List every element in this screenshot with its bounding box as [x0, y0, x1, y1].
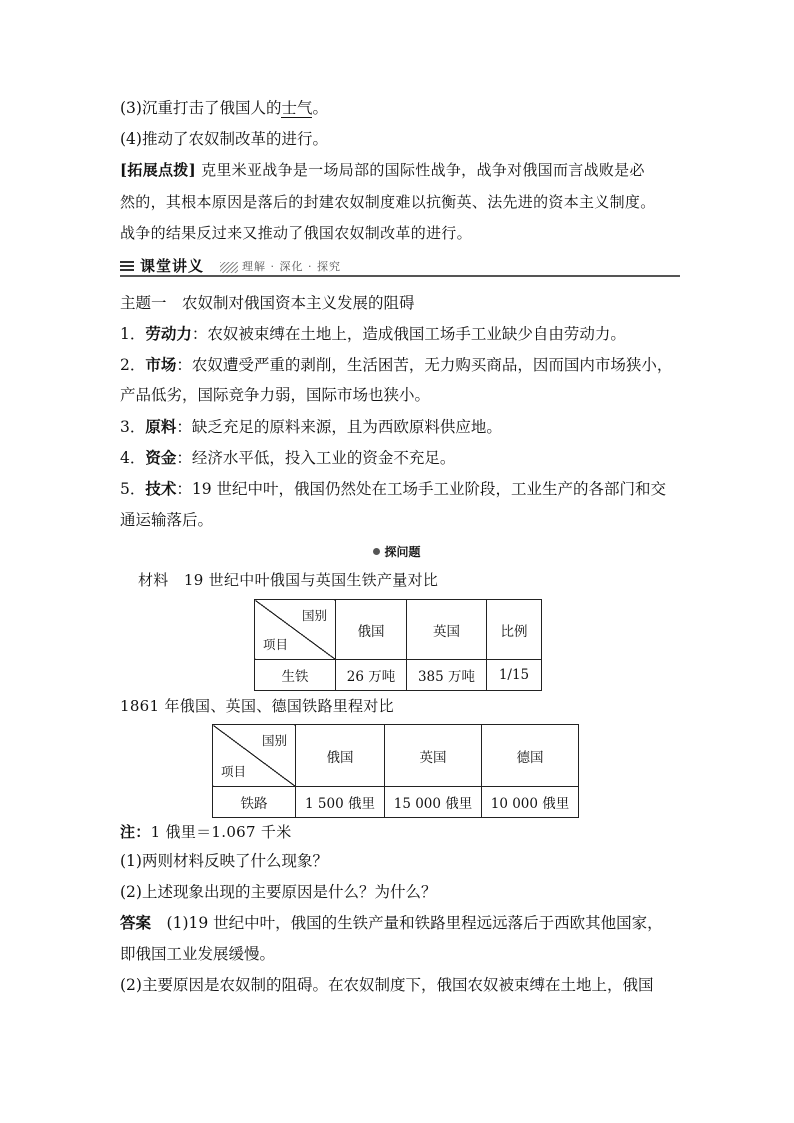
point-text: ：农奴被束缚在土地上，造成俄国工场手工业缺少自由劳动力。	[191, 325, 626, 343]
expand-text-1: 克里米亚战争是一场局部的国际性战争，战争对俄国而言战败是必	[201, 161, 645, 179]
hatch-icon	[220, 262, 238, 273]
table-header: 英国	[385, 725, 482, 787]
corner-top-label: 国别	[261, 733, 287, 748]
point-num: 2．	[120, 356, 146, 374]
expand-line-1	[120, 160, 645, 180]
point-text: ：经济水平低，投入工业的资金不充足。	[176, 449, 456, 467]
point-3	[120, 98, 328, 118]
point-label: 市场	[145, 355, 177, 374]
point-label: 技术	[145, 479, 177, 498]
point-num: 5．	[120, 480, 146, 498]
inquiry-heading-text: 探问题	[384, 545, 421, 559]
corner-bottom-label: 项目	[221, 764, 247, 779]
table-header: 比例	[487, 600, 542, 660]
point-3-text: (3)沉重打击了俄国人的	[120, 99, 282, 117]
point-label: 原料	[145, 417, 177, 436]
point-num: 1．	[120, 325, 146, 343]
point-item-2	[120, 355, 672, 375]
unit-note	[120, 822, 292, 842]
point-num: 4．	[120, 449, 146, 467]
iron-output-table	[254, 599, 542, 691]
topic-heading: 主题一 农奴制对俄国资本主义发展的阻碍	[120, 294, 415, 312]
point-4: (4)推动了农奴制改革的进行。	[120, 130, 328, 148]
question-2: (2)上述现象出现的主要原因是什么？为什么？	[120, 883, 437, 901]
table-cell: 1 500 俄里	[296, 787, 385, 818]
section-header	[120, 255, 680, 277]
table-cell: 10 000 俄里	[482, 787, 579, 818]
bullet-dot-icon	[373, 548, 380, 555]
point-item-5	[120, 479, 666, 499]
material-title-text: 19 世纪中叶俄国与英国生铁产量对比	[183, 571, 439, 589]
table-corner	[255, 600, 336, 660]
expand-line-2: 然的，其根本原因是落后的封建农奴制度难以抗衡英、法先进的资本主义制度。	[120, 193, 656, 211]
table-cell: 1/15	[487, 660, 542, 691]
table-corner	[213, 725, 296, 787]
note-label: 注：	[120, 823, 151, 841]
point-text: ：19 世纪中叶，俄国仍然处在工场手工业阶段，工业生产的各部门和交	[176, 480, 667, 498]
table-header: 德国	[482, 725, 579, 787]
point-item-2-cont: 产品低劣，国际竞争力弱，国际市场也狭小。	[120, 386, 431, 404]
point-text: ：缺乏充足的原料来源，且为西欧原料供应地。	[176, 418, 502, 436]
row-label: 铁路	[213, 787, 296, 818]
expand-line-3: 战争的结果反过来又推动了俄国农奴制改革的进行。	[120, 224, 472, 242]
point-num: 3．	[120, 418, 146, 436]
answer-line-1	[120, 913, 663, 933]
material-label: 材料	[138, 571, 169, 589]
expand-label: [拓展点拨]	[120, 161, 196, 179]
answer-line-3: (2)主要原因是农奴制的阻碍。在农奴制度下，俄国农奴被束缚在土地上，俄国	[120, 976, 654, 994]
point-item-3	[120, 417, 502, 437]
table-cell: 15 000 俄里	[385, 787, 482, 818]
section-subtitle: 理解 · 深化 · 探究	[242, 260, 341, 273]
point-label: 资金	[145, 448, 177, 467]
question-1: (1)两则材料反映了什么现象？	[120, 852, 328, 870]
table-cell: 26 万吨	[336, 660, 407, 691]
answer-line-2: 即俄国工业发展缓慢。	[120, 945, 276, 963]
inquiry-heading	[0, 543, 794, 560]
table2-title: 1861 年俄国、英国、德国铁路里程对比	[120, 697, 394, 715]
point-item-1	[120, 324, 626, 344]
section-rule	[120, 275, 680, 277]
point-text: ：农奴遭受严重的剥削，生活困苦，无力购买商品，因而国内市场狭小，	[176, 356, 673, 374]
point-item-5-cont: 通运输落后。	[120, 511, 214, 529]
section-title: 课堂讲义	[140, 257, 205, 275]
underlined-word: 士气	[281, 99, 313, 117]
point-3-suffix: 。	[312, 99, 328, 117]
answer-label: 答案	[120, 913, 152, 932]
table-header: 俄国	[336, 600, 407, 660]
railway-table	[212, 724, 579, 818]
material-title	[138, 570, 438, 590]
row-label: 生铁	[255, 660, 336, 691]
answer-text: (1)19 世纪中叶，俄国的生铁产量和铁路里程远远落后于西欧其他国家，	[166, 914, 663, 932]
table-header: 俄国	[296, 725, 385, 787]
table-cell: 385 万吨	[407, 660, 487, 691]
note-text: 1 俄里＝1.067 千米	[150, 823, 292, 841]
corner-top-label: 国别	[301, 608, 327, 623]
point-label: 劳动力	[145, 324, 192, 343]
table-header: 英国	[407, 600, 487, 660]
point-item-4	[120, 448, 455, 468]
corner-bottom-label: 项目	[263, 637, 289, 652]
bars-icon	[120, 261, 134, 273]
